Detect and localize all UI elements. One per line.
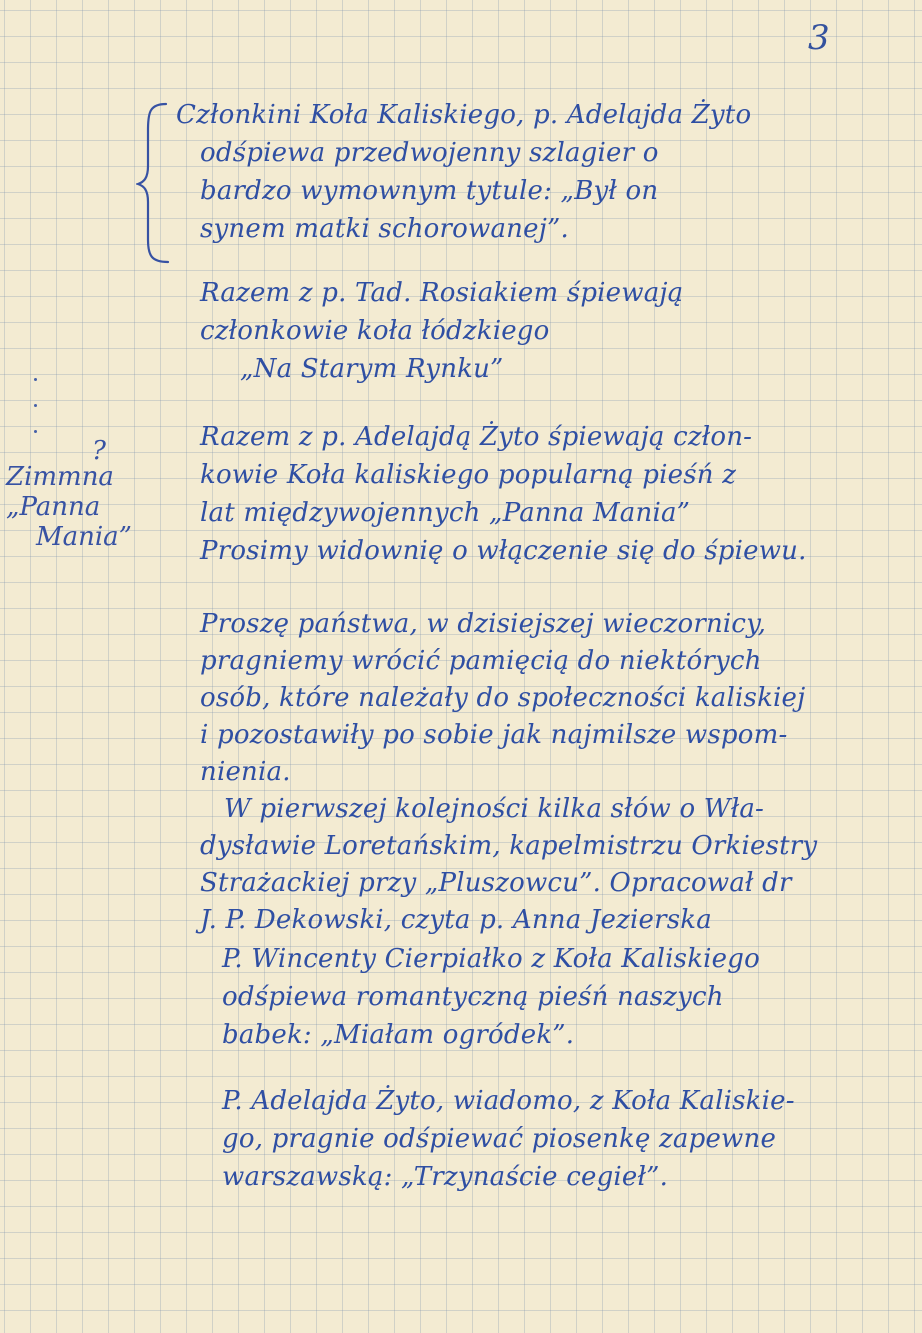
- page-number: 3: [808, 18, 830, 58]
- text-line: pragniemy wrócić pamięcią do niektórych: [200, 646, 762, 676]
- dot: [34, 378, 37, 381]
- text-line: lat międzywojennych „Panna Mania”: [200, 498, 691, 528]
- text-line: kowie Koła kaliskiego popularną pieśń z: [200, 460, 737, 490]
- text-line: P. Adelajda Żyto, wiadomo, z Koła Kaliskie-: [222, 1086, 795, 1116]
- text-line: bardzo wymownym tytule: „Był on: [200, 176, 659, 206]
- text-line: babek: „Miałam ogródek”.: [222, 1020, 575, 1050]
- entry-zyto-szlagier: [176, 96, 896, 248]
- margin-question-mark: ?: [92, 436, 106, 466]
- curly-brace-mark: [136, 100, 170, 266]
- text-line: Strażackiej przy „Pluszowcu”. Opracował dr: [200, 868, 792, 898]
- entry-loretanski: [200, 606, 920, 939]
- text-line: i pozostawiły po sobie jak najmilsze wspom-: [200, 720, 788, 750]
- entry-cierpialko: [222, 940, 922, 1054]
- text-line: W pierwszej kolejności kilka słów o Wła-: [224, 794, 765, 824]
- text-line: warszawską: „Trzynaście cegieł”.: [222, 1162, 669, 1192]
- text-line: Razem z p. Adelajdą Żyto śpiewają człon-: [200, 422, 753, 452]
- text-line: dysławie Loretańskim, kapelmistrzu Orkiestry: [200, 831, 818, 861]
- dot: [34, 404, 37, 407]
- margin-note-line: „Panna: [6, 492, 101, 522]
- margin-note-line: Mania”: [36, 522, 132, 552]
- text-line: nienia.: [200, 757, 291, 787]
- text-line: synem matki schorowanej”.: [200, 214, 569, 244]
- text-line: „Na Starym Rynku”: [240, 354, 504, 384]
- text-line: J. P. Dekowski, czyta p. Anna Jezierska: [200, 905, 712, 935]
- text-line: Prosimy widownię o włączenie się do śpiewu.: [200, 536, 807, 566]
- margin-note-line: Zimmna: [6, 462, 114, 492]
- text-line: osób, które należały do społeczności kaliskiej: [200, 683, 806, 713]
- margin-note: [6, 436, 174, 552]
- text-line: odśpiewa romantyczną pieśń naszych: [222, 982, 724, 1012]
- entry-rosiak-stary-rynek: [200, 274, 920, 388]
- text-line: go, pragnie odśpiewać piosenkę zapewne: [222, 1124, 777, 1154]
- text-line: Członkini Koła Kaliskiego, p. Adelajda Żyto: [176, 100, 752, 130]
- dot: [34, 430, 37, 433]
- text-line: odśpiewa przedwojenny szlagier o: [200, 138, 659, 168]
- entry-panna-mania: [200, 418, 920, 570]
- entry-zyto-cegiel: [222, 1082, 922, 1196]
- text-line: członkowie koła łódzkiego: [200, 316, 550, 346]
- text-line: Proszę państwa, w dzisiejszej wieczornicy,: [200, 609, 767, 639]
- text-line: Razem z p. Tad. Rosiakiem śpiewają: [200, 278, 684, 308]
- text-line: P. Wincenty Cierpiałko z Koła Kaliskiego: [222, 944, 760, 974]
